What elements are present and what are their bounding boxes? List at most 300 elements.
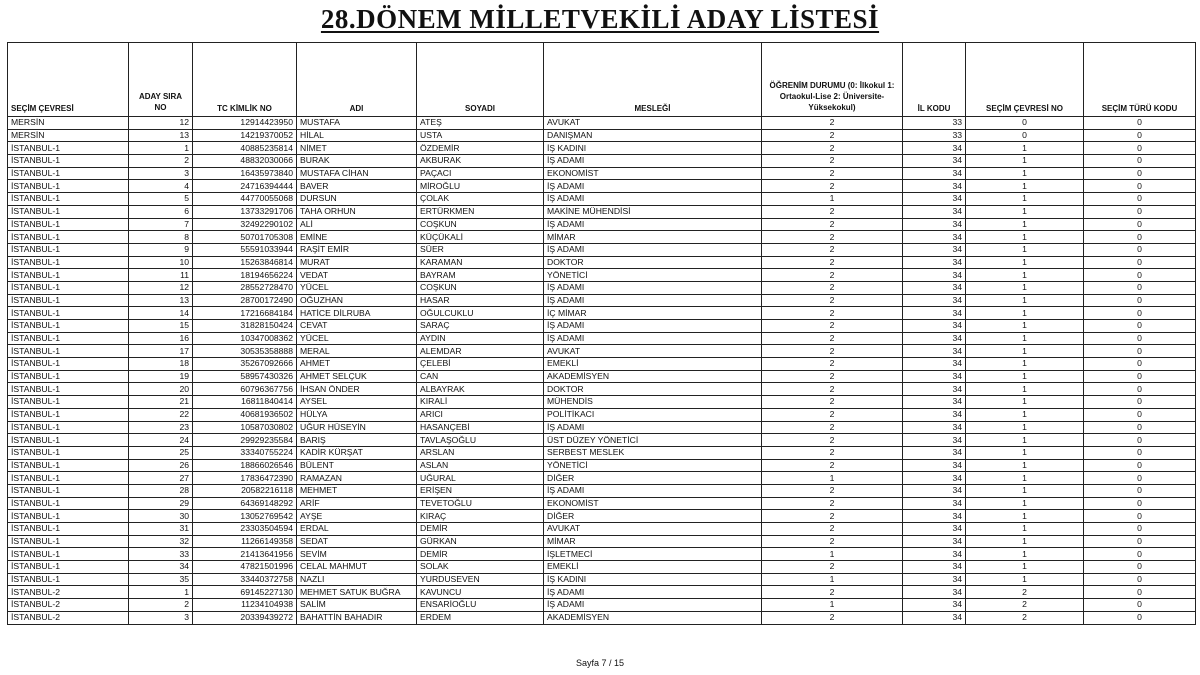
cell-aday-sira-no: 7 bbox=[129, 218, 193, 231]
cell-tc-kimlik-no: 55591033944 bbox=[193, 243, 297, 256]
cell-il-kodu: 34 bbox=[903, 472, 966, 485]
cell-tc-kimlik-no: 10347008362 bbox=[193, 332, 297, 345]
cell-soyadi: ARICI bbox=[417, 408, 544, 421]
cell-adi: SEDAT bbox=[297, 535, 417, 548]
cell-tc-kimlik-no: 28552728470 bbox=[193, 281, 297, 294]
cell-secim-cevresi-no: 1 bbox=[966, 218, 1084, 231]
cell-adi: NİMET bbox=[297, 142, 417, 155]
cell-meslegi: DOKTOR bbox=[544, 256, 762, 269]
cell-secim-cevresi: İSTANBUL-1 bbox=[8, 193, 129, 206]
cell-secim-turu-kodu: 0 bbox=[1084, 281, 1196, 294]
cell-ogrenim-durumu: 2 bbox=[762, 218, 903, 231]
cell-aday-sira-no: 14 bbox=[129, 307, 193, 320]
cell-adi: BAVER bbox=[297, 180, 417, 193]
cell-soyadi: DEMİR bbox=[417, 548, 544, 561]
cell-ogrenim-durumu: 2 bbox=[762, 281, 903, 294]
cell-aday-sira-no: 35 bbox=[129, 573, 193, 586]
cell-meslegi: İŞ ADAMI bbox=[544, 281, 762, 294]
table-row bbox=[8, 332, 1196, 345]
document-title-text: 28.DÖNEM MİLLETVEKİLİ ADAY LİSTESİ bbox=[320, 4, 880, 34]
table-row bbox=[8, 358, 1196, 371]
cell-soyadi: CAN bbox=[417, 370, 544, 383]
cell-aday-sira-no: 6 bbox=[129, 205, 193, 218]
cell-soyadi: ERDEM bbox=[417, 611, 544, 624]
table-row bbox=[8, 535, 1196, 548]
cell-secim-cevresi: İSTANBUL-1 bbox=[8, 218, 129, 231]
cell-secim-cevresi: İSTANBUL-1 bbox=[8, 535, 129, 548]
cell-ogrenim-durumu: 1 bbox=[762, 193, 903, 206]
cell-aday-sira-no: 10 bbox=[129, 256, 193, 269]
cell-meslegi: İŞ ADAMI bbox=[544, 599, 762, 612]
cell-secim-cevresi: İSTANBUL-1 bbox=[8, 383, 129, 396]
cell-adi: MUSTAFA bbox=[297, 117, 417, 130]
table-row bbox=[8, 231, 1196, 244]
cell-tc-kimlik-no: 23303504594 bbox=[193, 523, 297, 536]
cell-aday-sira-no: 26 bbox=[129, 459, 193, 472]
cell-tc-kimlik-no: 33340755224 bbox=[193, 446, 297, 459]
cell-ogrenim-durumu: 2 bbox=[762, 383, 903, 396]
cell-ogrenim-durumu: 2 bbox=[762, 510, 903, 523]
cell-secim-turu-kodu: 0 bbox=[1084, 129, 1196, 142]
page-number: Sayfa 7 / 15 bbox=[575, 658, 625, 668]
cell-tc-kimlik-no: 47821501996 bbox=[193, 561, 297, 574]
table-row bbox=[8, 523, 1196, 536]
cell-soyadi: TAVLAŞOĞLU bbox=[417, 434, 544, 447]
cell-aday-sira-no: 1 bbox=[129, 142, 193, 155]
cell-aday-sira-no: 17 bbox=[129, 345, 193, 358]
cell-secim-turu-kodu: 0 bbox=[1084, 396, 1196, 409]
table-row bbox=[8, 586, 1196, 599]
table-row bbox=[8, 155, 1196, 168]
cell-secim-cevresi: İSTANBUL-1 bbox=[8, 167, 129, 180]
cell-il-kodu: 34 bbox=[903, 599, 966, 612]
cell-aday-sira-no: 25 bbox=[129, 446, 193, 459]
cell-tc-kimlik-no: 40681936502 bbox=[193, 408, 297, 421]
cell-secim-cevresi-no: 1 bbox=[966, 167, 1084, 180]
cell-secim-turu-kodu: 0 bbox=[1084, 269, 1196, 282]
cell-secim-cevresi: İSTANBUL-1 bbox=[8, 370, 129, 383]
cell-secim-cevresi-no: 1 bbox=[966, 155, 1084, 168]
cell-il-kodu: 34 bbox=[903, 231, 966, 244]
cell-ogrenim-durumu: 2 bbox=[762, 611, 903, 624]
cell-secim-turu-kodu: 0 bbox=[1084, 535, 1196, 548]
cell-tc-kimlik-no: 35267092666 bbox=[193, 358, 297, 371]
cell-secim-cevresi: İSTANBUL-1 bbox=[8, 269, 129, 282]
cell-ogrenim-durumu: 2 bbox=[762, 294, 903, 307]
cell-soyadi: KIRALİ bbox=[417, 396, 544, 409]
cell-soyadi: ARSLAN bbox=[417, 446, 544, 459]
cell-il-kodu: 34 bbox=[903, 561, 966, 574]
cell-secim-cevresi-no: 1 bbox=[966, 472, 1084, 485]
table-row bbox=[8, 205, 1196, 218]
cell-soyadi: PAÇACI bbox=[417, 167, 544, 180]
cell-adi: SALİM bbox=[297, 599, 417, 612]
cell-secim-cevresi: İSTANBUL-1 bbox=[8, 446, 129, 459]
cell-aday-sira-no: 21 bbox=[129, 396, 193, 409]
cell-secim-cevresi: İSTANBUL-1 bbox=[8, 155, 129, 168]
cell-ogrenim-durumu: 1 bbox=[762, 548, 903, 561]
cell-secim-cevresi: İSTANBUL-1 bbox=[8, 180, 129, 193]
cell-aday-sira-no: 16 bbox=[129, 332, 193, 345]
header-ogrenim-durumu bbox=[762, 43, 903, 117]
cell-aday-sira-no: 28 bbox=[129, 484, 193, 497]
cell-il-kodu: 34 bbox=[903, 205, 966, 218]
cell-ogrenim-durumu: 2 bbox=[762, 484, 903, 497]
cell-secim-cevresi-no: 1 bbox=[966, 396, 1084, 409]
table-row bbox=[8, 472, 1196, 485]
cell-secim-cevresi-no: 1 bbox=[966, 497, 1084, 510]
cell-tc-kimlik-no: 60796367756 bbox=[193, 383, 297, 396]
cell-soyadi: ÇOLAK bbox=[417, 193, 544, 206]
cell-secim-turu-kodu: 0 bbox=[1084, 484, 1196, 497]
cell-adi: AHMET SELÇUK bbox=[297, 370, 417, 383]
cell-meslegi: İŞ KADINI bbox=[544, 142, 762, 155]
cell-secim-turu-kodu: 0 bbox=[1084, 294, 1196, 307]
cell-aday-sira-no: 27 bbox=[129, 472, 193, 485]
cell-tc-kimlik-no: 11234104938 bbox=[193, 599, 297, 612]
table-row bbox=[8, 345, 1196, 358]
cell-adi: UĞUR HÜSEYİN bbox=[297, 421, 417, 434]
header-secim-cevresi-no: SEÇİM ÇEVRESİ NO bbox=[966, 43, 1084, 117]
header-soyadi: SOYADI bbox=[417, 43, 544, 117]
cell-adi: CEVAT bbox=[297, 320, 417, 333]
cell-secim-cevresi-no: 1 bbox=[966, 294, 1084, 307]
cell-secim-turu-kodu: 0 bbox=[1084, 358, 1196, 371]
cell-il-kodu: 34 bbox=[903, 142, 966, 155]
cell-secim-cevresi-no: 1 bbox=[966, 320, 1084, 333]
cell-soyadi: ERİŞEN bbox=[417, 484, 544, 497]
table-row bbox=[8, 548, 1196, 561]
cell-secim-turu-kodu: 0 bbox=[1084, 243, 1196, 256]
cell-secim-turu-kodu: 0 bbox=[1084, 180, 1196, 193]
cell-secim-turu-kodu: 0 bbox=[1084, 611, 1196, 624]
cell-secim-cevresi-no: 1 bbox=[966, 345, 1084, 358]
cell-soyadi: TEVETOĞLU bbox=[417, 497, 544, 510]
cell-tc-kimlik-no: 50701705308 bbox=[193, 231, 297, 244]
cell-il-kodu: 34 bbox=[903, 548, 966, 561]
cell-meslegi: MİMAR bbox=[544, 535, 762, 548]
cell-soyadi: ÇELEBİ bbox=[417, 358, 544, 371]
cell-secim-turu-kodu: 0 bbox=[1084, 573, 1196, 586]
cell-adi: ALİ bbox=[297, 218, 417, 231]
cell-aday-sira-no: 8 bbox=[129, 231, 193, 244]
cell-secim-cevresi-no: 1 bbox=[966, 573, 1084, 586]
cell-meslegi: MİMAR bbox=[544, 231, 762, 244]
cell-secim-cevresi: İSTANBUL-1 bbox=[8, 472, 129, 485]
cell-adi: BÜLENT bbox=[297, 459, 417, 472]
cell-aday-sira-no: 18 bbox=[129, 358, 193, 371]
cell-il-kodu: 34 bbox=[903, 408, 966, 421]
cell-adi: BAHATTİN BAHADIR bbox=[297, 611, 417, 624]
cell-soyadi: COŞKUN bbox=[417, 218, 544, 231]
table-row bbox=[8, 434, 1196, 447]
cell-adi: AYSEL bbox=[297, 396, 417, 409]
table-row bbox=[8, 446, 1196, 459]
cell-il-kodu: 34 bbox=[903, 446, 966, 459]
cell-tc-kimlik-no: 13052769542 bbox=[193, 510, 297, 523]
cell-meslegi: İŞ ADAMI bbox=[544, 180, 762, 193]
table-row bbox=[8, 611, 1196, 624]
table-row bbox=[8, 256, 1196, 269]
cell-secim-turu-kodu: 0 bbox=[1084, 472, 1196, 485]
cell-secim-turu-kodu: 0 bbox=[1084, 155, 1196, 168]
cell-adi: HÜLYA bbox=[297, 408, 417, 421]
cell-soyadi: KARAMAN bbox=[417, 256, 544, 269]
cell-il-kodu: 34 bbox=[903, 281, 966, 294]
cell-secim-cevresi-no: 1 bbox=[966, 523, 1084, 536]
cell-ogrenim-durumu: 2 bbox=[762, 180, 903, 193]
cell-ogrenim-durumu: 2 bbox=[762, 523, 903, 536]
cell-soyadi: KAVUNCU bbox=[417, 586, 544, 599]
candidate-table bbox=[7, 42, 1196, 625]
cell-secim-turu-kodu: 0 bbox=[1084, 548, 1196, 561]
table-row bbox=[8, 599, 1196, 612]
cell-meslegi: İŞ ADAMI bbox=[544, 155, 762, 168]
cell-tc-kimlik-no: 32492290102 bbox=[193, 218, 297, 231]
cell-soyadi: COŞKUN bbox=[417, 281, 544, 294]
cell-il-kodu: 34 bbox=[903, 332, 966, 345]
cell-il-kodu: 34 bbox=[903, 611, 966, 624]
cell-secim-cevresi-no: 1 bbox=[966, 180, 1084, 193]
cell-soyadi: ATEŞ bbox=[417, 117, 544, 130]
cell-adi: YÜCEL bbox=[297, 281, 417, 294]
cell-meslegi: POLİTİKACI bbox=[544, 408, 762, 421]
table-row bbox=[8, 142, 1196, 155]
cell-aday-sira-no: 3 bbox=[129, 167, 193, 180]
cell-soyadi: DEMİR bbox=[417, 523, 544, 536]
cell-soyadi: ENSARİOĞLU bbox=[417, 599, 544, 612]
cell-ogrenim-durumu: 2 bbox=[762, 269, 903, 282]
cell-secim-cevresi-no: 1 bbox=[966, 256, 1084, 269]
cell-secim-cevresi-no: 1 bbox=[966, 459, 1084, 472]
cell-adi: RAŞİT EMİR bbox=[297, 243, 417, 256]
cell-secim-turu-kodu: 0 bbox=[1084, 561, 1196, 574]
cell-secim-cevresi: İSTANBUL-1 bbox=[8, 497, 129, 510]
cell-tc-kimlik-no: 48832030066 bbox=[193, 155, 297, 168]
cell-soyadi: MİROĞLU bbox=[417, 180, 544, 193]
header-adi: ADI bbox=[297, 43, 417, 117]
cell-soyadi: SARAÇ bbox=[417, 320, 544, 333]
cell-il-kodu: 34 bbox=[903, 484, 966, 497]
cell-ogrenim-durumu: 2 bbox=[762, 142, 903, 155]
cell-soyadi: GÜRKAN bbox=[417, 535, 544, 548]
cell-il-kodu: 34 bbox=[903, 180, 966, 193]
cell-secim-cevresi: İSTANBUL-1 bbox=[8, 484, 129, 497]
cell-il-kodu: 34 bbox=[903, 345, 966, 358]
cell-secim-cevresi-no: 1 bbox=[966, 408, 1084, 421]
table-row bbox=[8, 510, 1196, 523]
cell-secim-turu-kodu: 0 bbox=[1084, 383, 1196, 396]
cell-aday-sira-no: 1 bbox=[129, 586, 193, 599]
cell-secim-turu-kodu: 0 bbox=[1084, 370, 1196, 383]
cell-adi: CELAL MAHMUT bbox=[297, 561, 417, 574]
cell-secim-cevresi: İSTANBUL-1 bbox=[8, 523, 129, 536]
cell-secim-turu-kodu: 0 bbox=[1084, 510, 1196, 523]
cell-il-kodu: 34 bbox=[903, 510, 966, 523]
cell-secim-cevresi: İSTANBUL-1 bbox=[8, 281, 129, 294]
cell-secim-turu-kodu: 0 bbox=[1084, 586, 1196, 599]
cell-adi: MUSTAFA CİHAN bbox=[297, 167, 417, 180]
cell-aday-sira-no: 5 bbox=[129, 193, 193, 206]
cell-tc-kimlik-no: 40885235814 bbox=[193, 142, 297, 155]
cell-meslegi: İŞ ADAMI bbox=[544, 294, 762, 307]
cell-meslegi: EKONOMİST bbox=[544, 497, 762, 510]
cell-tc-kimlik-no: 16811840414 bbox=[193, 396, 297, 409]
cell-aday-sira-no: 24 bbox=[129, 434, 193, 447]
table-row bbox=[8, 561, 1196, 574]
cell-ogrenim-durumu: 1 bbox=[762, 599, 903, 612]
cell-il-kodu: 34 bbox=[903, 193, 966, 206]
cell-meslegi: EKONOMİST bbox=[544, 167, 762, 180]
cell-aday-sira-no: 20 bbox=[129, 383, 193, 396]
cell-secim-cevresi-no: 1 bbox=[966, 205, 1084, 218]
cell-ogrenim-durumu: 2 bbox=[762, 256, 903, 269]
table-row bbox=[8, 573, 1196, 586]
cell-adi: DURSUN bbox=[297, 193, 417, 206]
cell-tc-kimlik-no: 64369148292 bbox=[193, 497, 297, 510]
cell-tc-kimlik-no: 18866026546 bbox=[193, 459, 297, 472]
cell-aday-sira-no: 19 bbox=[129, 370, 193, 383]
cell-secim-cevresi-no: 2 bbox=[966, 586, 1084, 599]
cell-secim-cevresi: İSTANBUL-2 bbox=[8, 611, 129, 624]
cell-ogrenim-durumu: 2 bbox=[762, 117, 903, 130]
table-row bbox=[8, 421, 1196, 434]
cell-tc-kimlik-no: 24716394444 bbox=[193, 180, 297, 193]
cell-soyadi: ASLAN bbox=[417, 459, 544, 472]
cell-secim-cevresi: MERSİN bbox=[8, 129, 129, 142]
cell-secim-cevresi-no: 1 bbox=[966, 535, 1084, 548]
cell-secim-turu-kodu: 0 bbox=[1084, 599, 1196, 612]
table-row bbox=[8, 294, 1196, 307]
table-row bbox=[8, 383, 1196, 396]
cell-il-kodu: 34 bbox=[903, 256, 966, 269]
table-row bbox=[8, 459, 1196, 472]
cell-soyadi: HASAR bbox=[417, 294, 544, 307]
cell-adi: RAMAZAN bbox=[297, 472, 417, 485]
header-ogrenim-durumu-text: ÖĞRENİM DURUMU (0: İlkokul 1: Ortaokul-Lise 2: Üniversite-Yüksekokul) bbox=[769, 81, 895, 112]
cell-tc-kimlik-no: 30535358888 bbox=[193, 345, 297, 358]
table-row bbox=[8, 497, 1196, 510]
table-row bbox=[8, 307, 1196, 320]
cell-secim-turu-kodu: 0 bbox=[1084, 205, 1196, 218]
cell-secim-turu-kodu: 0 bbox=[1084, 231, 1196, 244]
cell-il-kodu: 34 bbox=[903, 459, 966, 472]
cell-soyadi: HASANÇEBİ bbox=[417, 421, 544, 434]
cell-il-kodu: 34 bbox=[903, 421, 966, 434]
cell-secim-cevresi-no: 0 bbox=[966, 129, 1084, 142]
cell-secim-cevresi-no: 1 bbox=[966, 484, 1084, 497]
cell-meslegi: DANIŞMAN bbox=[544, 129, 762, 142]
cell-secim-cevresi-no: 1 bbox=[966, 421, 1084, 434]
cell-secim-cevresi: İSTANBUL-1 bbox=[8, 459, 129, 472]
cell-ogrenim-durumu: 2 bbox=[762, 307, 903, 320]
cell-soyadi: KÜÇÜKALİ bbox=[417, 231, 544, 244]
cell-secim-cevresi-no: 1 bbox=[966, 243, 1084, 256]
cell-il-kodu: 34 bbox=[903, 396, 966, 409]
cell-il-kodu: 34 bbox=[903, 497, 966, 510]
cell-secim-cevresi-no: 1 bbox=[966, 307, 1084, 320]
cell-aday-sira-no: 3 bbox=[129, 611, 193, 624]
cell-adi: OĞUZHAN bbox=[297, 294, 417, 307]
cell-secim-turu-kodu: 0 bbox=[1084, 446, 1196, 459]
cell-ogrenim-durumu: 2 bbox=[762, 129, 903, 142]
cell-ogrenim-durumu: 2 bbox=[762, 586, 903, 599]
cell-ogrenim-durumu: 2 bbox=[762, 320, 903, 333]
cell-ogrenim-durumu: 1 bbox=[762, 472, 903, 485]
cell-adi: HİLAL bbox=[297, 129, 417, 142]
cell-meslegi: İŞ ADAMI bbox=[544, 421, 762, 434]
cell-il-kodu: 34 bbox=[903, 383, 966, 396]
table-row bbox=[8, 167, 1196, 180]
cell-secim-cevresi-no: 0 bbox=[966, 117, 1084, 130]
cell-secim-cevresi: İSTANBUL-1 bbox=[8, 358, 129, 371]
cell-meslegi: YÖNETİCİ bbox=[544, 459, 762, 472]
cell-secim-cevresi: İSTANBUL-2 bbox=[8, 599, 129, 612]
cell-meslegi: İŞ ADAMI bbox=[544, 332, 762, 345]
cell-meslegi: AKADEMİSYEN bbox=[544, 370, 762, 383]
cell-il-kodu: 34 bbox=[903, 167, 966, 180]
cell-soyadi: AKBURAK bbox=[417, 155, 544, 168]
cell-aday-sira-no: 31 bbox=[129, 523, 193, 536]
cell-aday-sira-no: 13 bbox=[129, 294, 193, 307]
cell-adi: AYŞE bbox=[297, 510, 417, 523]
cell-adi: YÜCEL bbox=[297, 332, 417, 345]
cell-adi: MERAL bbox=[297, 345, 417, 358]
cell-secim-cevresi: İSTANBUL-1 bbox=[8, 408, 129, 421]
cell-tc-kimlik-no: 58957430326 bbox=[193, 370, 297, 383]
cell-meslegi: İŞ ADAMI bbox=[544, 320, 762, 333]
cell-aday-sira-no: 34 bbox=[129, 561, 193, 574]
table-row bbox=[8, 193, 1196, 206]
cell-il-kodu: 33 bbox=[903, 117, 966, 130]
cell-aday-sira-no: 11 bbox=[129, 269, 193, 282]
cell-secim-cevresi: İSTANBUL-1 bbox=[8, 332, 129, 345]
cell-secim-cevresi: İSTANBUL-1 bbox=[8, 142, 129, 155]
header-secim-turu-kodu: SEÇİM TÜRÜ KODU bbox=[1084, 43, 1196, 117]
cell-secim-cevresi: İSTANBUL-1 bbox=[8, 345, 129, 358]
cell-meslegi: İŞ ADAMI bbox=[544, 193, 762, 206]
cell-aday-sira-no: 2 bbox=[129, 599, 193, 612]
cell-aday-sira-no: 4 bbox=[129, 180, 193, 193]
cell-meslegi: ÜST DÜZEY YÖNETİCİ bbox=[544, 434, 762, 447]
cell-meslegi: DOKTOR bbox=[544, 383, 762, 396]
cell-aday-sira-no: 15 bbox=[129, 320, 193, 333]
cell-adi: KADİR KÜRŞAT bbox=[297, 446, 417, 459]
cell-il-kodu: 34 bbox=[903, 294, 966, 307]
cell-soyadi: ALBAYRAK bbox=[417, 383, 544, 396]
cell-soyadi: AYDIN bbox=[417, 332, 544, 345]
cell-secim-turu-kodu: 0 bbox=[1084, 320, 1196, 333]
cell-soyadi: USTA bbox=[417, 129, 544, 142]
cell-ogrenim-durumu: 2 bbox=[762, 535, 903, 548]
cell-secim-turu-kodu: 0 bbox=[1084, 117, 1196, 130]
cell-ogrenim-durumu: 2 bbox=[762, 332, 903, 345]
cell-secim-cevresi-no: 2 bbox=[966, 611, 1084, 624]
cell-tc-kimlik-no: 16435973840 bbox=[193, 167, 297, 180]
cell-adi: MURAT bbox=[297, 256, 417, 269]
cell-adi: EMİNE bbox=[297, 231, 417, 244]
cell-secim-turu-kodu: 0 bbox=[1084, 421, 1196, 434]
header-secim-cevresi: SEÇİM ÇEVRESİ bbox=[8, 43, 129, 117]
table-row bbox=[8, 243, 1196, 256]
cell-soyadi: ÖZDEMİR bbox=[417, 142, 544, 155]
cell-aday-sira-no: 12 bbox=[129, 281, 193, 294]
cell-il-kodu: 34 bbox=[903, 523, 966, 536]
cell-il-kodu: 34 bbox=[903, 535, 966, 548]
cell-meslegi: DİĞER bbox=[544, 472, 762, 485]
cell-secim-cevresi-no: 1 bbox=[966, 510, 1084, 523]
cell-tc-kimlik-no: 21413641956 bbox=[193, 548, 297, 561]
